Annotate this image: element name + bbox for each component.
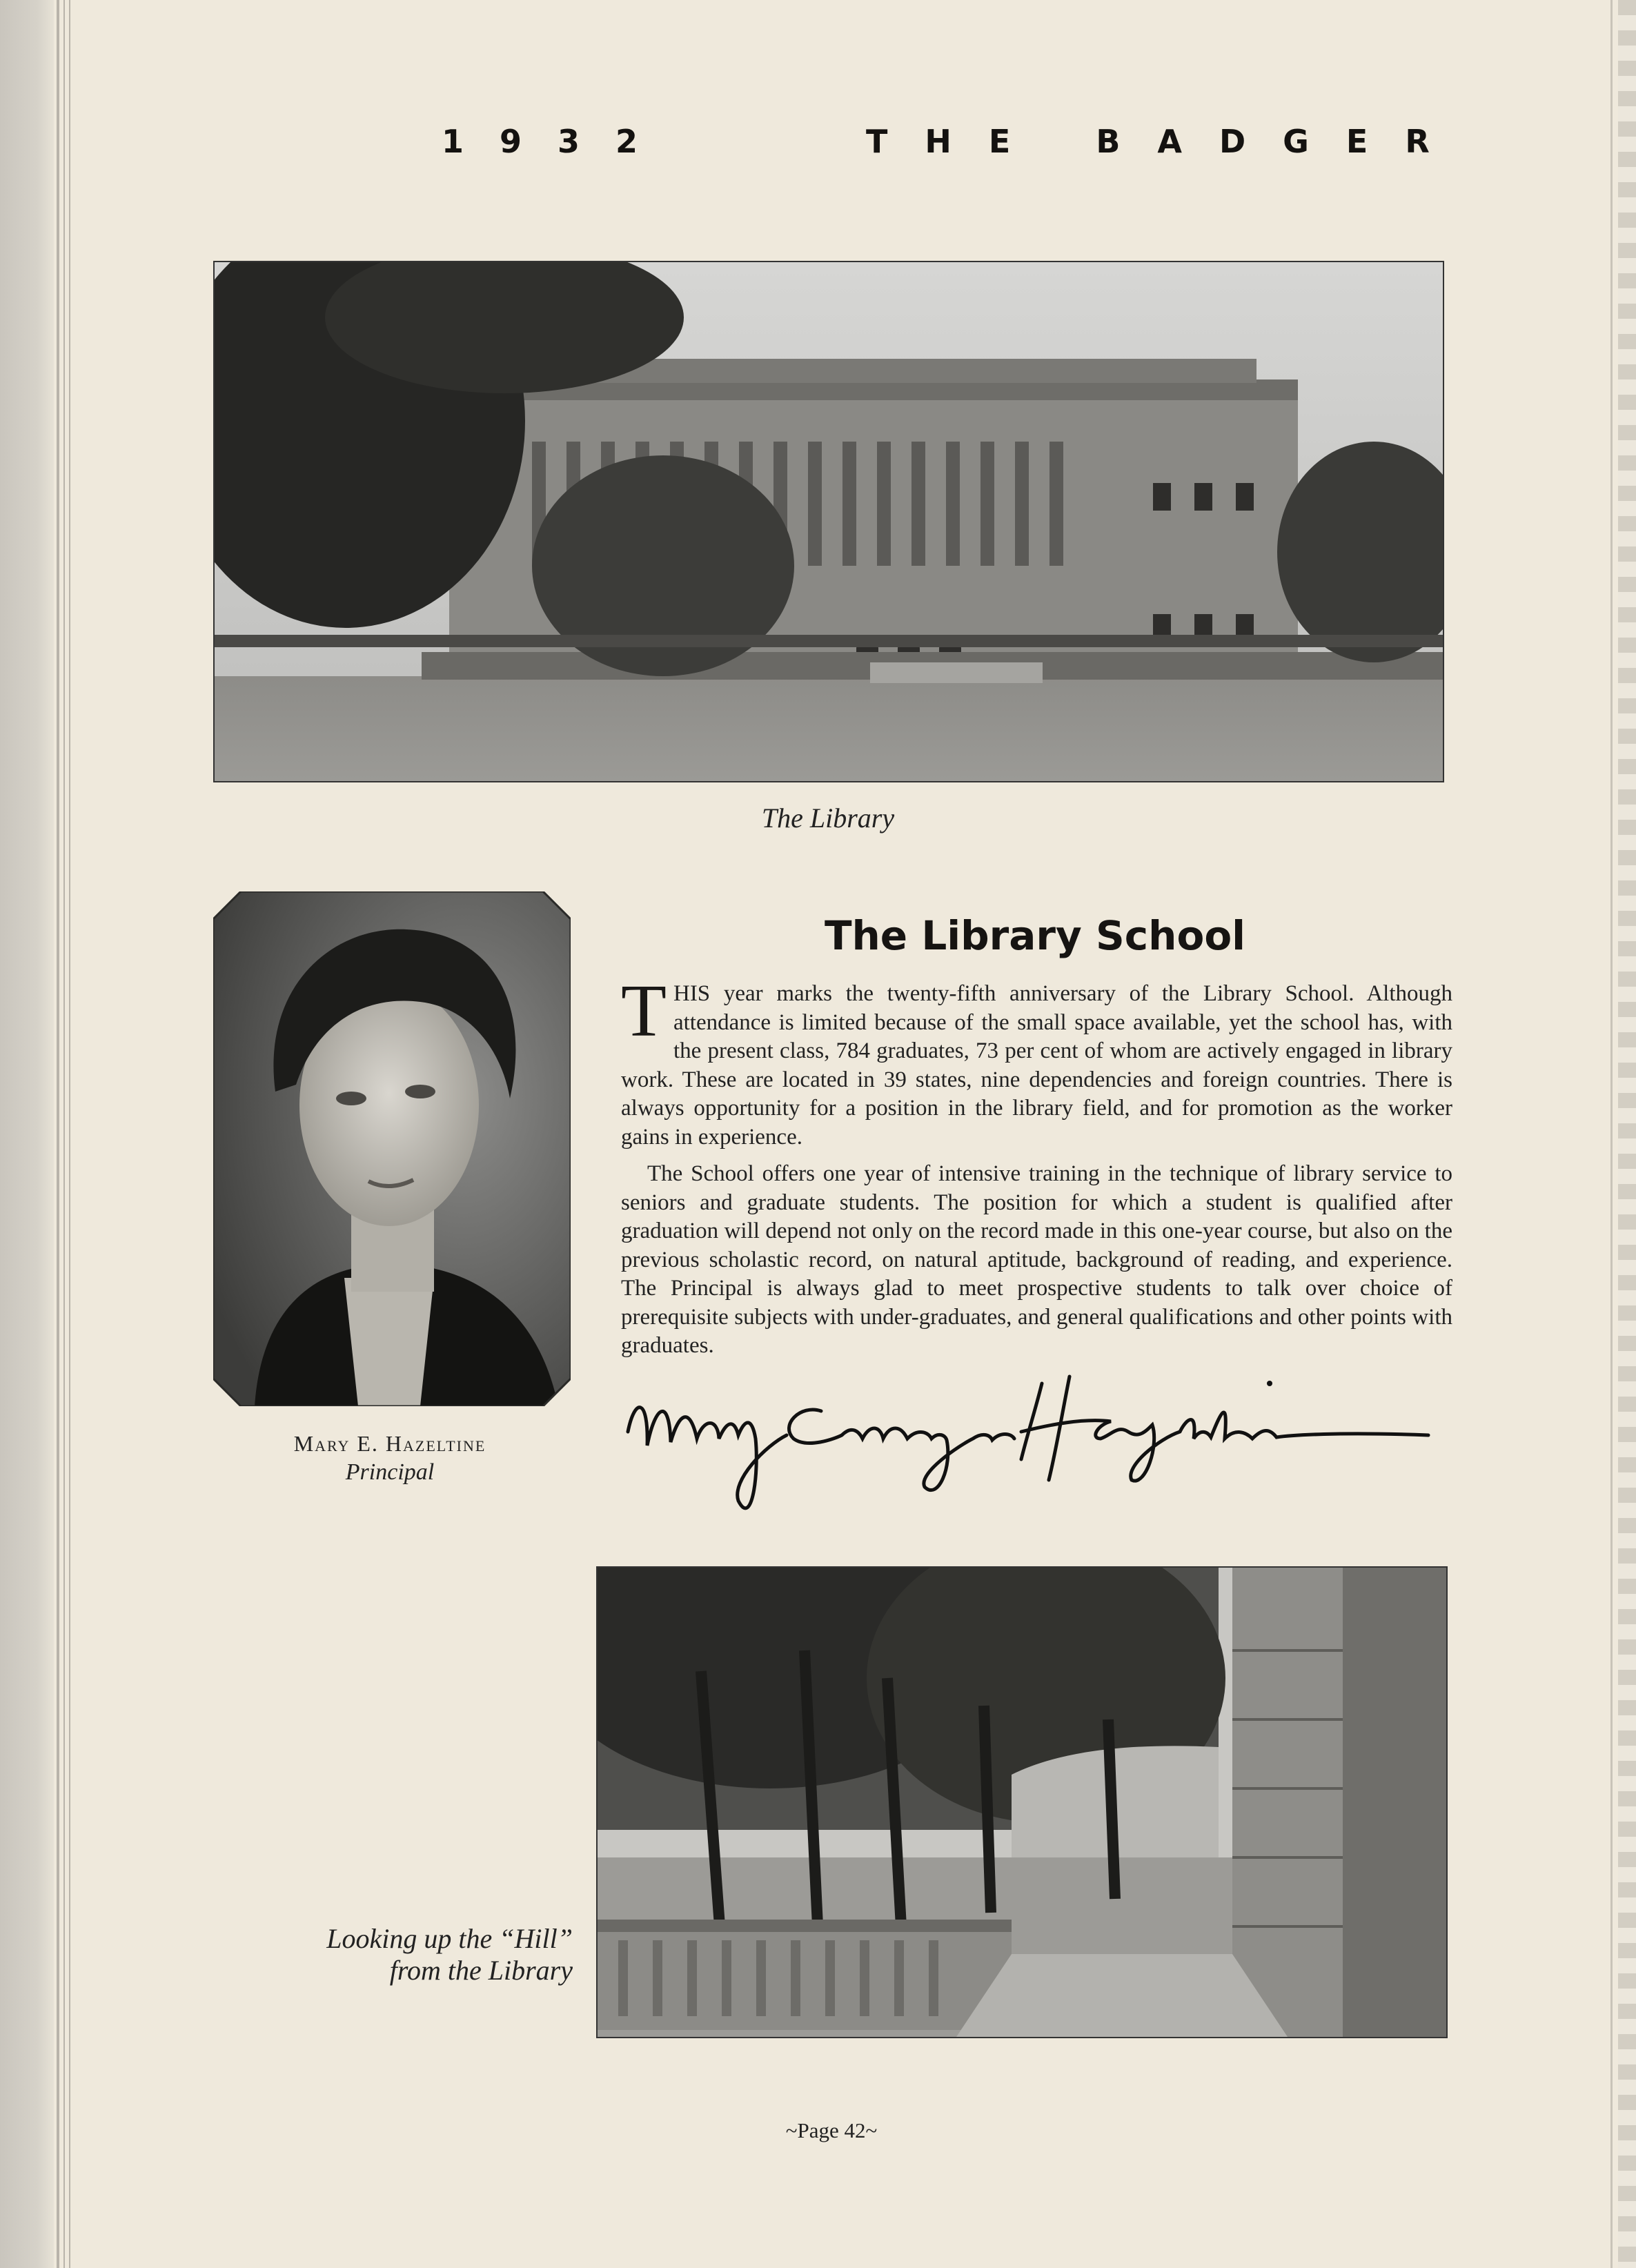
portrait-name: Mary E. Hazeltine bbox=[293, 1431, 486, 1456]
hill-photo-caption bbox=[248, 1923, 573, 1986]
article-body bbox=[621, 970, 1452, 1369]
running-head-title: THE BADGER bbox=[866, 123, 1467, 160]
library-building-photo bbox=[213, 261, 1444, 782]
portrait-photo bbox=[213, 891, 571, 1406]
page-number: ~Page 42~ bbox=[785, 2118, 878, 2142]
binding-rule bbox=[69, 0, 70, 2268]
portrait-caption bbox=[228, 1431, 552, 1486]
page-edge-rule bbox=[1610, 0, 1613, 2268]
paragraph-1-text: HIS year marks the twenty-fifth anniversary of the Library School. Although attendance is limited because of the small space available, yet the school has, with the present class, 784 graduates, 73 per cent of whom are actively engaged in library work. These are located in 39 states, nine dependencies and foreign countries. There is always opportunity for a position in the library field, and for promotion as the worker gains in experience. bbox=[621, 981, 1452, 1150]
paragraph-1 bbox=[621, 970, 1452, 1152]
binding-rule bbox=[57, 0, 59, 2268]
binding-edge bbox=[0, 0, 54, 2268]
library-photo-caption: The Library bbox=[761, 802, 895, 834]
portrait-title: Principal bbox=[345, 1459, 435, 1485]
page-edge bbox=[1618, 0, 1636, 2268]
signature bbox=[614, 1370, 1442, 1528]
drop-cap: T bbox=[621, 970, 667, 1052]
section-heading: The Library School bbox=[824, 912, 1246, 959]
hill-view-photo bbox=[596, 1566, 1448, 2038]
paragraph-2: The School offers one year of intensive training in the technique of library service to seniors and graduate students. The position for which a student is qualified after graduation will depend not only on the record made in this one-year course, but also on the previous scholastic record, on natural aptitude, background of reading, and experience. The Principal is always glad to meet prospective students to talk over choice of prerequisite subjects with under-graduates, and general qualifications and other points with graduates. bbox=[621, 1161, 1452, 1358]
binding-rule bbox=[63, 0, 65, 2268]
running-head bbox=[414, 123, 1532, 171]
hill-caption-line-1: Looking up the “Hill” bbox=[326, 1923, 573, 1954]
running-head-year: 1932 bbox=[442, 123, 674, 160]
hill-caption-line-2: from the Library bbox=[389, 1955, 573, 1986]
